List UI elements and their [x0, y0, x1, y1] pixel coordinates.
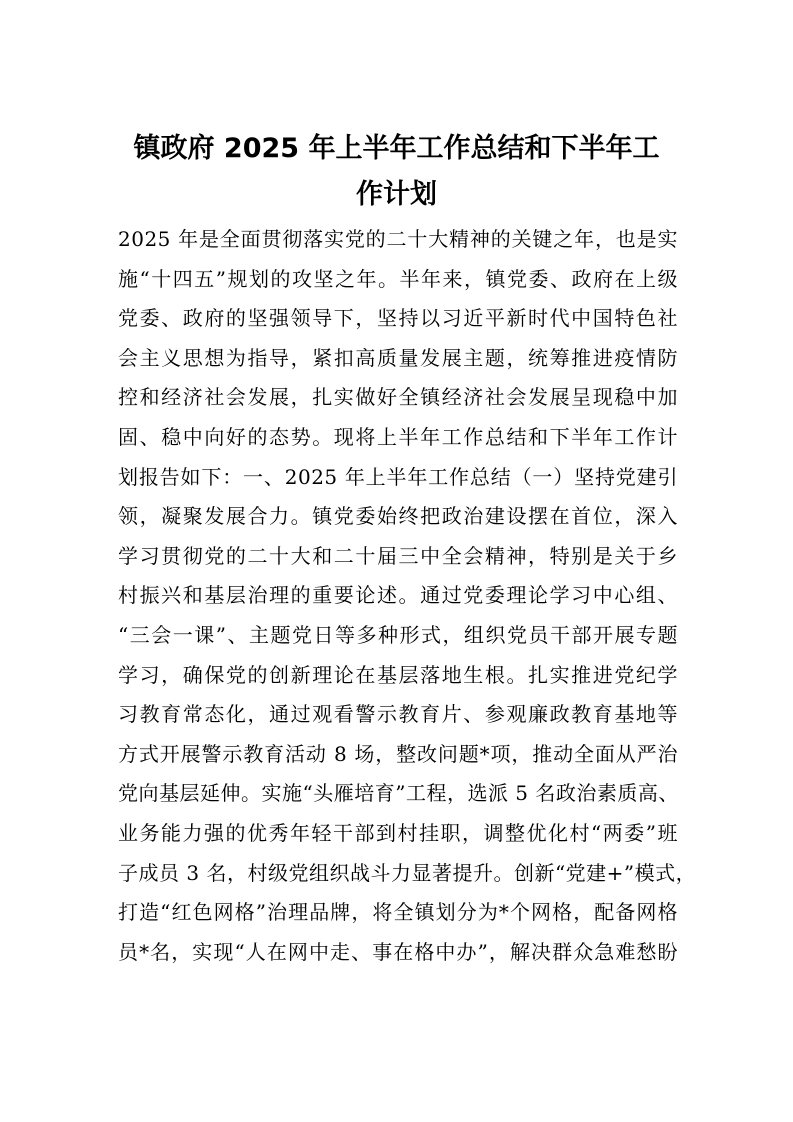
body-line: 村振兴和基层治理的重要论述。通过党委理论学习中心组、 — [118, 583, 678, 608]
document-body — [118, 220, 697, 972]
body-line: 学习，确保党的创新理论在基层落地生根。扎实推进党纪学 — [118, 662, 678, 687]
body-line: 习教育常态化，通过观看警示教育片、参观廉政教育基地等 — [118, 702, 678, 727]
body-line: 党委、政府的坚强领导下，坚持以习近平新时代中国特色社 — [118, 306, 678, 331]
body-line: 固、稳中向好的态势。现将上半年工作总结和下半年工作计 — [118, 424, 678, 449]
title-line: 作计划 — [356, 179, 437, 210]
body-line: 学习贯彻党的二十大和二十届三中全会精神，特别是关于乡 — [118, 543, 678, 568]
body-line: “三会一课”、主题党日等多种形式，组织党员干部开展专题 — [118, 622, 678, 647]
body-line: 员*名，实现“人在网中走、事在格中办”，解决群众急难愁盼 — [118, 939, 678, 964]
body-line: 2025 年是全面贯彻落实党的二十大精神的关键之年，也是实 — [118, 227, 678, 251]
title-line: 镇政府 2025 年上半年工作总结和下半年工 — [133, 133, 660, 164]
body-line: 业务能力强的优秀年轻干部到村挂职，调整优化村“两委”班 — [118, 820, 678, 845]
body-line: 党向基层延伸。实施“头雁培育”工程，选派 5 名政治素质高、 — [118, 781, 679, 806]
body-line: 控和经济社会发展，扎实做好全镇经济社会发展呈现稳中加 — [118, 385, 678, 410]
body-line: 领，凝聚发展合力。镇党委始终把政治建设摆在首位，深入 — [118, 504, 678, 529]
body-line: 施“十四五”规划的攻坚之年。半年来，镇党委、政府在上级 — [118, 266, 678, 291]
document-title — [110, 126, 683, 218]
body-line: 会主义思想为指导，紧扣高质量发展主题，统筹推进疫情防 — [118, 345, 678, 370]
body-line: 方式开展警示教育活动 8 场，整改问题*项，推动全面从严治 — [118, 741, 678, 766]
body-line: 打造“红色网格”治理品牌，将全镇划分为*个网格，配备网格 — [118, 900, 678, 925]
body-line: 划报告如下：一、2025 年上半年工作总结（一）坚持党建引 — [118, 464, 678, 489]
body-line: 子成员 3 名，村级党组织战斗力显著提升。创新“党建+”模式， — [118, 860, 697, 885]
